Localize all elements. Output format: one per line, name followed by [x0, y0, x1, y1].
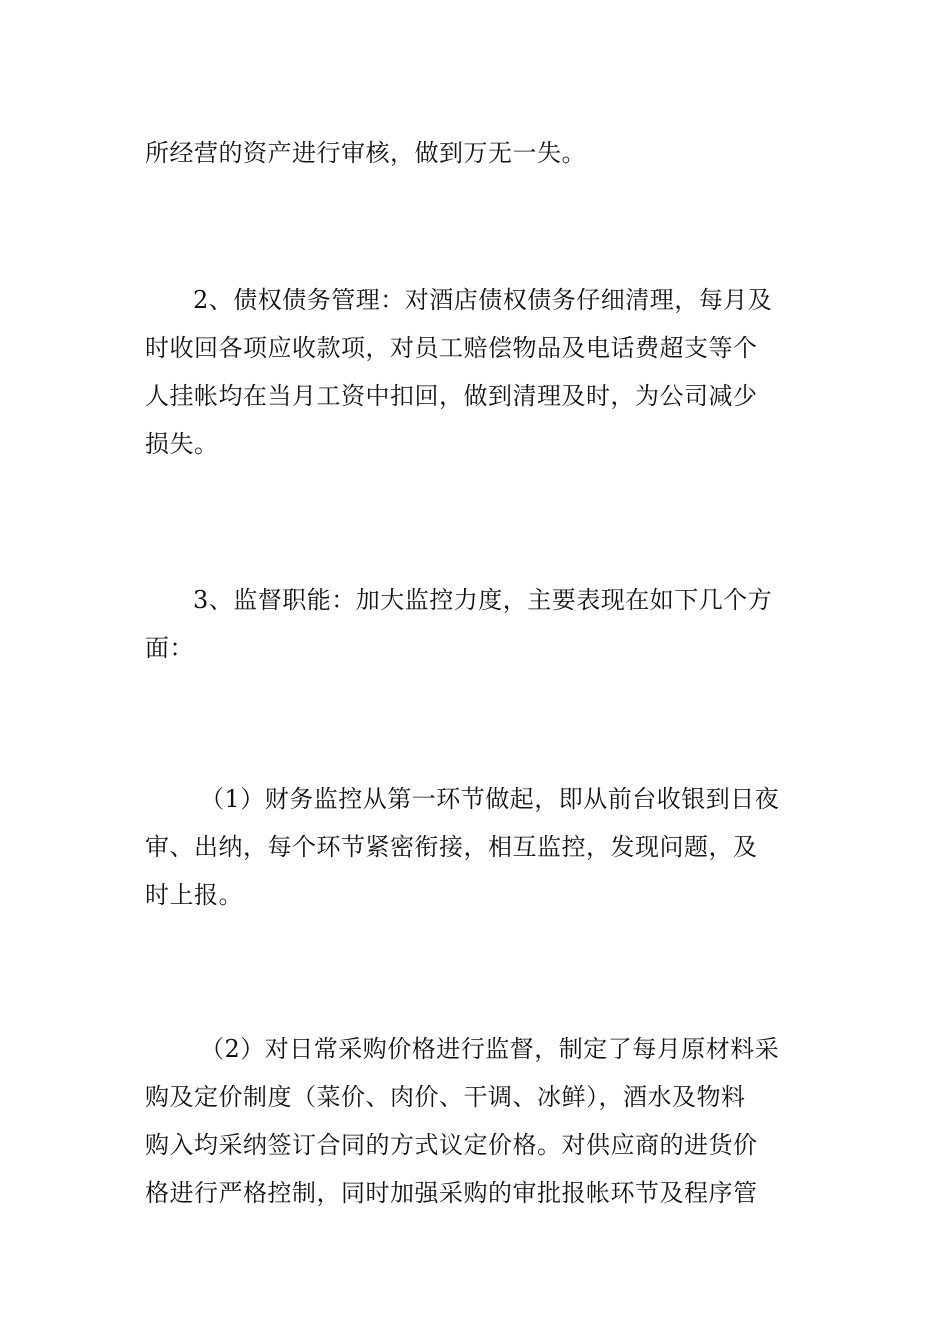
paragraph-line: 审、出纳，每个环节紧密衔接，相互监控，发现问题，及 — [145, 833, 758, 861]
paragraph-line: 时收回各项应收款项，对员工赔偿物品及电话费超支等个 — [145, 334, 758, 362]
paragraph-line: 格进行严格控制，同时加强采购的审批报帐环节及程序管 — [145, 1179, 758, 1207]
paragraph-line: 人挂帐均在当月工资中扣回，做到清理及时，为公司减少 — [145, 382, 758, 410]
paragraph-line: 2、债权债务管理：对酒店债权债务仔细清理，每月及 — [193, 286, 773, 314]
paragraph-line: 3、监督职能：加大监控力度，主要表现在如下几个方 — [193, 586, 773, 614]
paragraph-line: 所经营的资产进行审核，做到万无一失。 — [145, 139, 586, 167]
paragraph-line: 损失。 — [145, 430, 219, 458]
paragraph-line: 时上报。 — [145, 881, 243, 909]
paragraph-line: 面： — [145, 634, 194, 662]
paragraph-line: 购入均采纳签订合同的方式议定价格。对供应商的进货价 — [145, 1131, 758, 1159]
paragraph-line: 购及定价制度（菜价、肉价、干调、冰鲜），酒水及物料 — [145, 1083, 746, 1111]
paragraph-line: （2）对日常采购价格进行监督，制定了每月原材料采 — [200, 1035, 780, 1063]
paragraph-line: （1）财务监控从第一环节做起，即从前台收银到日夜 — [200, 785, 780, 813]
